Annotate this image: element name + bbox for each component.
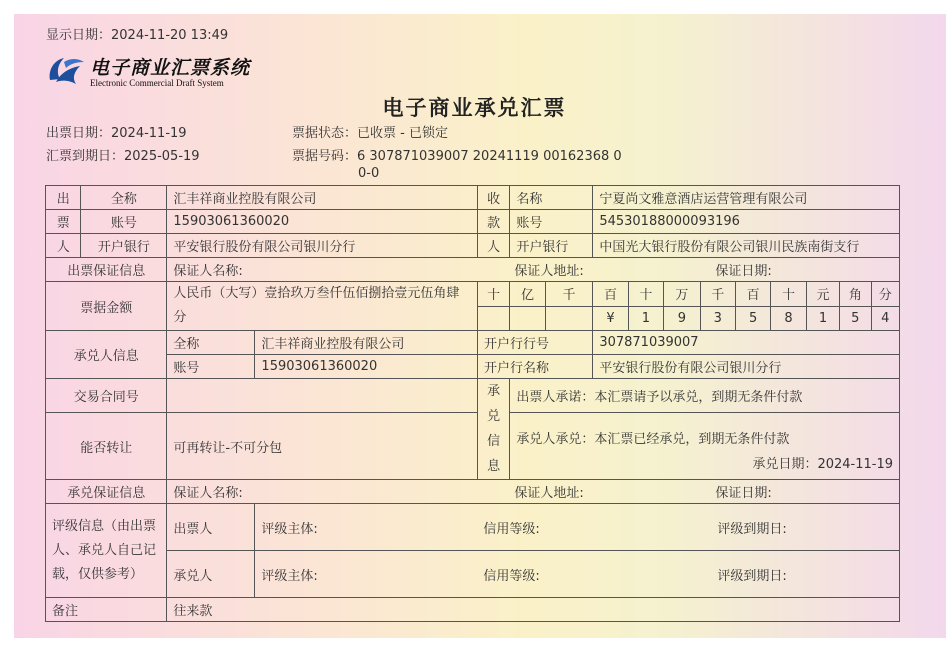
transfer-row bbox=[46, 413, 900, 480]
rating-row bbox=[46, 551, 900, 598]
party-row bbox=[46, 210, 900, 234]
drawer-account: 15903061360020 bbox=[167, 210, 478, 234]
amount-unit: 千 bbox=[700, 282, 735, 307]
amount-digit bbox=[545, 306, 593, 331]
accept-guarantee-row bbox=[46, 480, 900, 504]
drawer-label: 票 bbox=[46, 210, 81, 234]
draw-guarantee-date: 保证日期: bbox=[715, 264, 772, 279]
amount-unit: 元 bbox=[806, 282, 839, 307]
party-row bbox=[46, 234, 900, 258]
drawer-bank-label: 开户银行 bbox=[81, 234, 167, 258]
amount-unit: 十 bbox=[628, 282, 663, 307]
draw-guarantee-label: 出票保证信息 bbox=[46, 258, 167, 282]
amount-unit: 百 bbox=[735, 282, 770, 307]
remark-value: 往来款 bbox=[167, 598, 900, 622]
logo-cn-text: 电子商业汇票系统 bbox=[90, 56, 251, 79]
amount-unit: 亿 bbox=[510, 282, 545, 307]
amount-unit: 千 bbox=[545, 282, 593, 307]
accept-guarantee-label: 承兑保证信息 bbox=[46, 480, 167, 504]
draft-table bbox=[45, 185, 900, 622]
payee-label: 收 bbox=[478, 186, 510, 210]
due-date: 汇票到期日：2025-05-19 bbox=[46, 149, 200, 164]
amount-digit: 8 bbox=[771, 306, 806, 331]
acceptor-bank-name: 平安银行股份有限公司银川分行 bbox=[593, 355, 900, 379]
payee-bank: 中国光大银行股份有限公司银川民族南街支行 bbox=[593, 234, 900, 258]
drawer-name-label: 全称 bbox=[81, 186, 167, 210]
drawer-name: 汇丰祥商业控股有限公司 bbox=[167, 186, 478, 210]
amount-row bbox=[46, 282, 900, 307]
amount-label: 票据金额 bbox=[46, 282, 167, 331]
amount-unit: 角 bbox=[840, 282, 871, 307]
rating-drawer-label: 出票人 bbox=[167, 504, 255, 551]
accept-info-char: 承 bbox=[487, 384, 501, 399]
transfer-value: 可再转让-不可分包 bbox=[167, 413, 478, 480]
ecds-logo-icon bbox=[46, 52, 86, 88]
payee-name-label: 名称 bbox=[510, 186, 593, 210]
remark-row bbox=[46, 598, 900, 622]
accept-info-char: 信 bbox=[487, 434, 501, 449]
payee-account: 54530188000093196 bbox=[593, 210, 900, 234]
acceptor-account: 15903061360020 bbox=[255, 355, 478, 379]
amount-unit: 十 bbox=[771, 282, 806, 307]
party-row bbox=[46, 186, 900, 210]
acceptor-row bbox=[46, 355, 900, 379]
drawer-label: 人 bbox=[46, 234, 81, 258]
draw-guarantor-address: 保证人地址: bbox=[514, 264, 584, 279]
acceptor-account-label: 账号 bbox=[167, 355, 255, 379]
amount-digit bbox=[510, 306, 545, 331]
rating-acceptor-grade: 信用等级: bbox=[483, 568, 540, 584]
ecds-logo bbox=[46, 50, 250, 90]
accept-info-char: 息 bbox=[487, 459, 501, 474]
rating-drawer-expiry: 评级到期日: bbox=[717, 521, 787, 537]
acceptor-name-label: 全称 bbox=[167, 331, 255, 355]
contract-row bbox=[46, 379, 900, 413]
draw-guarantee-row bbox=[46, 258, 900, 282]
amount-digit: ¥ bbox=[593, 306, 628, 331]
drawer-bank: 平安银行股份有限公司银川分行 bbox=[167, 234, 478, 258]
accept-date: 承兑日期：2024-11-19 bbox=[752, 457, 893, 472]
payee-bank-label: 开户银行 bbox=[510, 234, 593, 258]
draw-guarantor-name: 保证人名称: bbox=[173, 264, 243, 279]
rating-label: 评级信息（由出票人、承兑人自己记载，仅供参考） bbox=[46, 504, 167, 598]
rating-acceptor-expiry: 评级到期日: bbox=[717, 568, 787, 584]
acceptor-promise: 承兑人承兑：本汇票已经承兑，到期无条件付款 bbox=[516, 432, 790, 447]
amount-digit: 1 bbox=[806, 306, 839, 331]
draft-title: 电子商业承兑汇票 bbox=[382, 95, 567, 120]
draft-status: 票据状态：已收票 - 已锁定 bbox=[292, 126, 448, 141]
amount-digit: 9 bbox=[664, 306, 700, 331]
accept-guarantor-name: 保证人名称: bbox=[173, 486, 243, 501]
payee-name: 宁夏尚文雅意酒店运营管理有限公司 bbox=[593, 186, 900, 210]
amount-digit bbox=[478, 306, 510, 331]
acceptor-info-label: 承兑人信息 bbox=[46, 331, 167, 379]
accept-guarantee-date: 保证日期: bbox=[715, 486, 772, 501]
drawer-promise: 出票人承诺：本汇票请予以承兑，到期无条件付款 bbox=[510, 379, 900, 413]
remark-label: 备注 bbox=[46, 598, 167, 622]
amount-digit: 5 bbox=[735, 306, 770, 331]
amount-unit: 十 bbox=[478, 282, 510, 307]
logo-en-text: Electronic Commercial Draft System bbox=[90, 77, 224, 88]
payee-account-label: 账号 bbox=[510, 210, 593, 234]
contract-label: 交易合同号 bbox=[46, 379, 167, 413]
acceptor-bank-name-label: 开户行名称 bbox=[478, 355, 593, 379]
accept-info-char: 兑 bbox=[487, 409, 501, 424]
amount-unit: 万 bbox=[664, 282, 700, 307]
drawer-account-label: 账号 bbox=[81, 210, 167, 234]
amount-digit: 3 bbox=[700, 306, 735, 331]
contract-number bbox=[167, 379, 478, 413]
issue-date: 出票日期：2024-11-19 bbox=[46, 126, 187, 141]
payee-label: 人 bbox=[478, 234, 510, 258]
amount-digit: 4 bbox=[871, 306, 900, 331]
payee-label: 款 bbox=[478, 210, 510, 234]
rating-row bbox=[46, 504, 900, 551]
amount-digit: 5 bbox=[840, 306, 871, 331]
acceptor-bank-no: 307871039007 bbox=[593, 331, 900, 355]
display-date: 显示日期：2024-11-20 13:49 bbox=[46, 28, 229, 43]
transfer-label: 能否转让 bbox=[46, 413, 167, 480]
drawer-label: 出 bbox=[46, 186, 81, 210]
draft-number-cont: 0-0 bbox=[358, 166, 380, 181]
rating-drawer-grade: 信用等级: bbox=[483, 521, 540, 537]
amount-digit: 1 bbox=[628, 306, 663, 331]
rating-acceptor-label: 承兑人 bbox=[167, 551, 255, 598]
acceptor-row bbox=[46, 331, 900, 355]
acceptor-name: 汇丰祥商业控股有限公司 bbox=[255, 331, 478, 355]
acceptor-bank-no-label: 开户行行号 bbox=[478, 331, 593, 355]
draft-number: 票据号码：6 307871039007 20241119 00162368 0 bbox=[292, 149, 622, 164]
rating-acceptor-subject: 评级主体: bbox=[261, 568, 318, 584]
rating-drawer-subject: 评级主体: bbox=[261, 521, 318, 537]
accept-guarantor-address: 保证人地址: bbox=[514, 486, 584, 501]
amount-in-words: 人民币（大写）壹拾玖万叁仟伍佰捌拾壹元伍角肆分 bbox=[167, 282, 478, 331]
amount-unit: 百 bbox=[593, 282, 628, 307]
amount-unit: 分 bbox=[871, 282, 900, 307]
